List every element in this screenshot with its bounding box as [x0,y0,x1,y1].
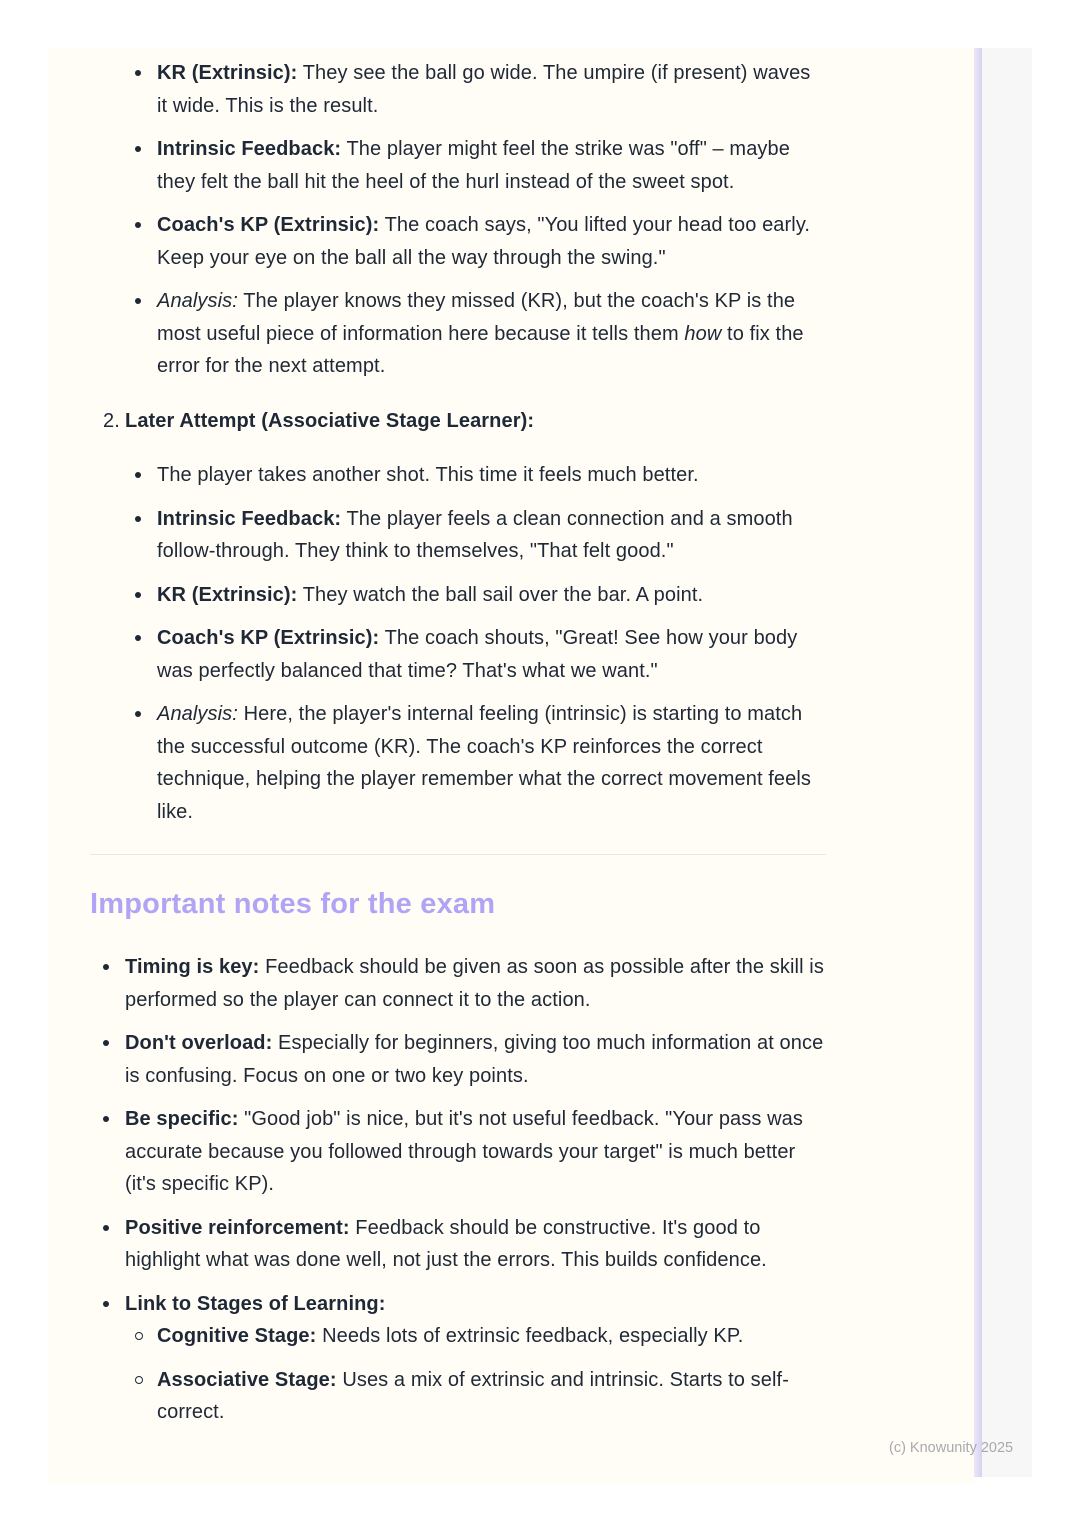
text-segment: They see the ball go wide. The umpire (if present) waves it wide. This is the result. [157,62,811,117]
text-segment: Don't overload: [125,1032,273,1054]
text-segment: They watch the ball sail over the bar. A point. [297,583,704,606]
marker-shape [103,1225,109,1231]
bullet-marker [135,622,157,687]
text-segment: Associative Stage: [157,1368,337,1391]
text-segment: Feedback should be given as soon as possible after the skill is performed so the player can connect it to the action. [125,956,824,1011]
list-item-text [157,57,826,122]
text-segment: The coach shouts, "Great! See how your body was perfectly balanced that time? That's what we want." [157,627,798,682]
text-segment: The player knows they missed (KR), but the coach's KP is the most useful piece of information here because it tells them [157,290,796,345]
list-item-text [125,1103,826,1201]
list-item-text [125,1027,826,1092]
list-item [90,1212,826,1277]
text-segment: to fix the error for the next attempt. [157,322,804,377]
bullet-list-exam-notes [90,951,826,1429]
marker-shape [103,964,109,970]
text-segment: Be specific: [125,1108,239,1130]
text-segment: The coach says, "You lifted your head too early. Keep your eye on the ball all the way through the swing." [157,214,811,269]
list-item [90,579,826,612]
marker-shape [135,516,141,522]
marker-shape [135,711,141,717]
text-segment: The player feels a clean connection and a smooth follow-through. They think to themselves, "That felt good." [157,507,793,562]
text-segment: Timing is key: [125,956,260,978]
list-item-text [157,459,826,492]
text-segment: Here, the player's internal feeling (intrinsic) is starting to match the successful outcome (KR). The coach's KP reinforces the correct technique, helping the player remember what the correct movement feels like. [157,703,812,823]
text-segment: "Good job" is nice, but it's not useful feedback. "Your pass was accurate because you followed through towards your target" is much better (it's specific KP). [125,1108,803,1195]
bullet-marker [135,285,157,383]
list-item [90,133,826,198]
list-item [90,57,826,122]
text-segment: The player might feel the strike was "off" – maybe they felt the ball hit the heel of the hurl instead of the sweet spot. [157,138,790,193]
list-item [90,459,826,492]
bullet-marker [103,1027,125,1092]
numbered-item-later-attempt [90,405,826,438]
list-item [90,1320,826,1353]
sub-list [90,1320,826,1429]
document-content [90,57,826,1440]
list-item [90,285,826,383]
text-segment: Cognitive Stage: [157,1325,317,1347]
text-segment: Intrinsic Feedback: [157,138,342,160]
text-segment: Needs lots of extrinsic feedback, especially KP. [316,1325,744,1347]
list-item-text [157,1364,826,1429]
list-item [90,951,826,1016]
bullet-marker [135,133,157,198]
bullet-marker [135,698,157,828]
numbered-item-label: Later Attempt (Associative Stage Learner): [125,409,535,432]
list-item-text [157,698,826,828]
marker-shape [135,222,141,228]
list-item [90,698,826,828]
list-item-text [157,622,826,687]
list-item-text [157,1320,826,1353]
bullet-marker [103,1212,125,1277]
text-segment: KR (Extrinsic): [157,62,298,84]
marker-shape [135,472,141,478]
bullet-marker [103,1288,125,1321]
bullet-marker [135,579,157,612]
marker-shape [135,298,141,304]
text-segment: how [684,322,722,345]
document-page [48,48,974,1483]
list-item [90,622,826,687]
bullet-list-later-attempt [90,459,826,828]
marker-shape [135,635,141,641]
text-segment: Intrinsic Feedback: [157,507,342,530]
copyright-text: (c) Knowunity 2025 [889,1440,1014,1456]
marker-shape [135,592,141,598]
text-segment: The player takes another shot. This time it feels much better. [157,464,699,486]
bullet-marker [103,951,125,1016]
list-item-text [157,209,826,274]
list-item [90,503,826,568]
list-item-text [157,579,826,612]
marker-shape [135,146,141,152]
list-item-group [90,1288,826,1429]
page-edge-divider [974,48,982,1477]
bullet-marker [103,1103,125,1201]
section-divider [90,854,826,855]
text-segment: Positive reinforcement: [125,1216,350,1239]
text-segment: Coach's KP (Extrinsic): [157,214,380,236]
circle-marker [135,1320,157,1353]
bullet-marker [135,209,157,274]
list-number: 2. [103,409,120,432]
marker-shape [135,1376,143,1384]
text-segment: KR (Extrinsic): [157,583,298,606]
list-item-text [157,133,826,198]
text-segment: Link to Stages of Learning: [125,1292,386,1315]
marker-shape [103,1040,109,1046]
bullet-marker [135,459,157,492]
side-panel [982,48,1032,1477]
marker-shape [103,1116,109,1122]
text-segment: Analysis: [157,290,238,312]
section-heading: Important notes for the exam [90,888,496,920]
bullet-list-early-attempt [90,57,826,383]
bullet-marker [135,503,157,568]
list-item-text [125,1212,826,1277]
bullet-marker [135,57,157,122]
circle-marker [135,1364,157,1429]
list-item-text [125,951,826,1016]
text-segment: Feedback should be constructive. It's good to highlight what was done well, not just the errors. This builds confidence. [125,1216,767,1271]
marker-shape [135,1332,143,1340]
list-item [90,209,826,274]
list-item [90,1288,826,1321]
text-segment: Uses a mix of extrinsic and intrinsic. Starts to self-correct. [157,1368,789,1423]
list-item-text [125,1288,826,1321]
text-segment: Especially for beginners, giving too much information at once is confusing. Focus on one or two key points. [125,1032,824,1087]
marker-shape [135,70,141,76]
text-segment: Analysis: [157,703,238,725]
list-item-text [157,285,826,383]
list-item [90,1027,826,1092]
list-item [90,1103,826,1201]
list-item-text [157,503,826,568]
list-item [90,1364,826,1429]
marker-shape [103,1301,109,1307]
text-segment: Coach's KP (Extrinsic): [157,627,380,649]
